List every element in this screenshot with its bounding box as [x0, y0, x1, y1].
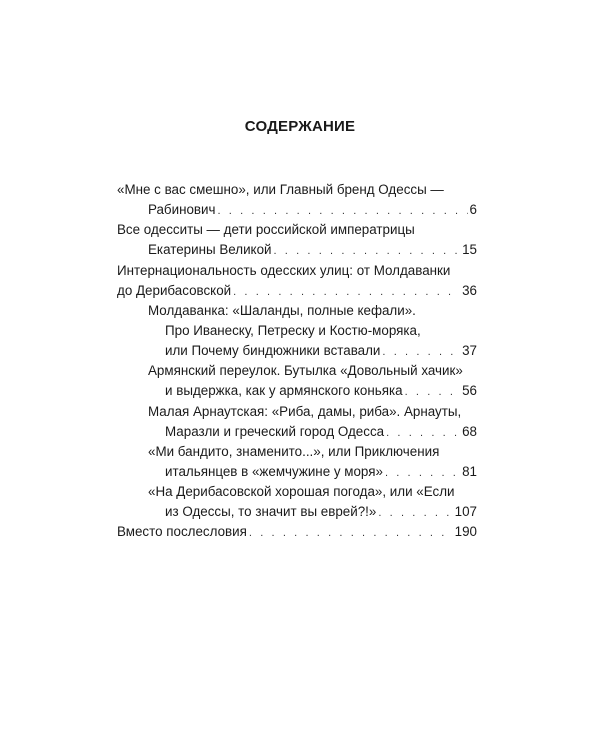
dot-leader [385, 464, 460, 482]
dot-leader [218, 202, 468, 220]
toc-entry-last-line[interactable] [117, 523, 477, 542]
toc-page-number: 56 [462, 383, 477, 398]
toc-entry-last-line[interactable] [165, 503, 477, 522]
toc-entry-text: и выдержка, как у армянского коньяка [165, 383, 403, 398]
toc-entry-text: до Дерибасовской [117, 283, 232, 298]
toc-entry-line [117, 181, 477, 199]
toc-entry-text: Про Иванеску, Петреску и Костю-моряка, [165, 323, 421, 338]
toc-entry-text: «Ми бандито, знаменито...», или Приключения [148, 444, 440, 459]
toc-entry-text: Екатерины Великой [148, 242, 272, 257]
toc-entry-text: Армянский переулок. Бутылка «Довольный хачик» [148, 363, 463, 378]
toc-entry-line [148, 403, 477, 421]
toc-entry-last-line[interactable] [148, 201, 477, 220]
toc-entry-last-line[interactable] [165, 423, 477, 442]
toc-page-number: 15 [462, 242, 477, 257]
toc-entry-text: Маразли и греческий город Одесса [165, 424, 385, 439]
toc-entry-last-line[interactable] [117, 282, 477, 301]
toc-entry-last-line[interactable] [165, 463, 477, 482]
toc-entry-text: Интернациональность одесских улиц: от Молдаванки [117, 263, 451, 278]
toc-page-number: 37 [462, 343, 477, 358]
toc-page-number: 190 [454, 524, 477, 539]
dot-leader [386, 424, 460, 442]
toc-entry-last-line[interactable] [165, 342, 477, 361]
toc-entry-last-line[interactable] [148, 241, 477, 260]
toc-entry-text: или Почему биндюжники вставали [165, 343, 381, 358]
dot-leader [378, 504, 452, 522]
toc-page-number: 68 [462, 424, 477, 439]
dot-leader [233, 283, 460, 301]
toc-entry-text: Малая Арнаутская: «Риба, дамы, риба». Арнауты, [148, 404, 462, 419]
toc-entry-line [117, 221, 477, 239]
dot-leader [274, 242, 461, 260]
toc-entry-line [148, 483, 477, 501]
dot-leader [405, 383, 461, 401]
toc-entry-line [148, 362, 477, 380]
toc-page-number: 36 [462, 283, 477, 298]
toc-entry-text: итальянцев в «жемчужине у моря» [165, 464, 383, 479]
toc-entry-line [117, 262, 477, 280]
toc-entry-text: «Мне с вас смешно», или Главный бренд Одессы — [117, 182, 444, 197]
toc-entry-text: Все одесситы — дети российской императрицы [117, 222, 415, 237]
toc-entry-last-line[interactable] [165, 382, 477, 401]
dot-leader [382, 343, 460, 361]
page-title: СОДЕРЖАНИЕ [244, 118, 356, 135]
toc-entry-line [165, 322, 477, 340]
toc-entry-line [148, 443, 477, 461]
toc-entry-text: Вместо послесловия [117, 524, 247, 539]
toc-entry-text: Рабинович [148, 202, 216, 217]
toc-entry-text: Молдаванка: «Шаланды, полные кефали». [148, 303, 416, 318]
dot-leader [249, 524, 453, 542]
toc-entry-line [148, 302, 477, 320]
toc-entry-text: «На Дерибасовской хорошая погода», или «Если [148, 484, 455, 499]
toc-entry-text: из Одессы, то значит вы еврей?!» [165, 504, 377, 519]
toc-page-number: 6 [469, 202, 477, 217]
toc-page-number: 81 [462, 464, 477, 479]
toc-page-number: 107 [454, 504, 477, 519]
